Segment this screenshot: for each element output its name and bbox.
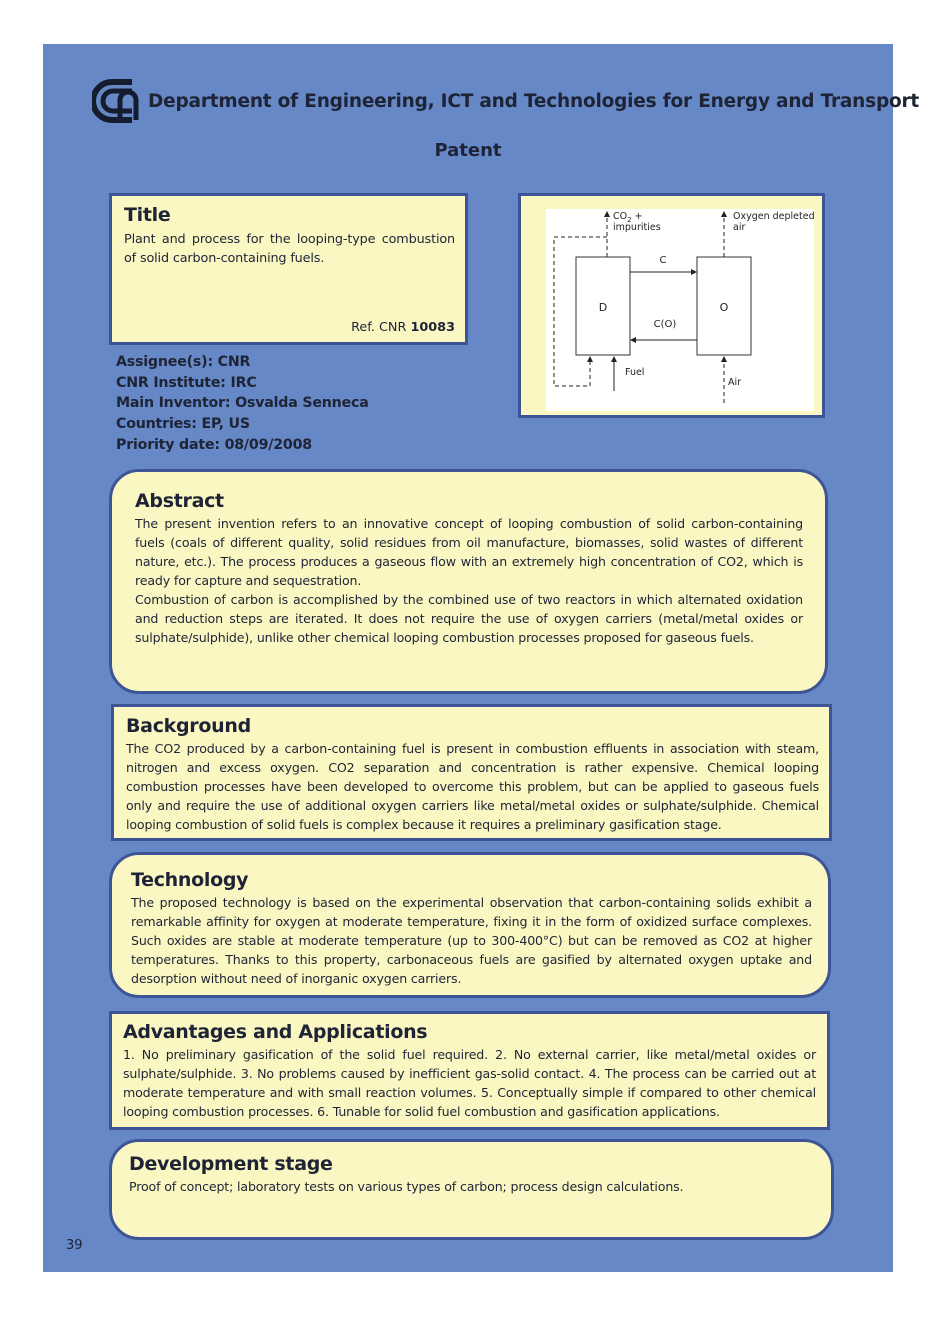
technology-text: The proposed technology is based on the experimental observation that carbon-containing solids exhibit a remarkable affinity for oxygen at moderate temperature, fixing it in the form of oxidized surface complexes. Such oxides are stable at moderate temperature (up to 300-400°C) but can be removed as CO2 at higher temperatures. Thanks to this property, carbonaceous fuels are gasified by alternated oxygen uptake and desorption without need of inorganic oxygen carriers.	[131, 895, 812, 986]
fuel-label: Fuel	[625, 367, 645, 378]
technology-heading: Technology	[131, 869, 249, 891]
oxygen-depleted-label: Oxygen depleted	[733, 211, 814, 222]
abstract-heading: Abstract	[135, 490, 224, 512]
department-title: Department of Engineering, ICT and Technologies for Energy and Transport	[148, 90, 920, 112]
process-diagram-svg	[546, 209, 814, 411]
reactor-o-label: O	[719, 301, 729, 314]
reactor-d-label: D	[598, 301, 608, 314]
carbon-label: C	[659, 255, 667, 266]
header	[92, 78, 919, 124]
technology-box	[109, 852, 831, 998]
priority-date: Priority date: 08/09/2008	[116, 436, 312, 453]
air-label: Air	[728, 377, 742, 388]
development-heading: Development stage	[129, 1153, 333, 1175]
cnr-institute: CNR Institute: IRC	[116, 374, 257, 391]
abstract-box	[109, 469, 828, 694]
ref-label: Ref. CNR	[351, 320, 407, 335]
cnr-logo-icon	[92, 78, 144, 124]
ref-number: 10083	[410, 320, 455, 335]
title-heading: Title	[124, 204, 171, 226]
reference	[351, 320, 455, 335]
advantages-heading: Advantages and Applications	[123, 1021, 428, 1043]
process-diagram-frame	[518, 193, 825, 418]
advantages-text: 1. No preliminary gasification of the solid fuel required. 2. No external carrier, like metal/metal oxides or sulphate/sulphide. 3. No problems caused by inefficient gas-solid contact. 4. The process can be carried out at moderate temperature and with small reaction volumes. 5. Conceptually simple if compared to other chemical looping combustion processes. 6. Tunable for solid fuel combustion and gasification applications.	[123, 1047, 816, 1119]
assignee: Assignee(s): CNR	[116, 354, 251, 370]
abstract-paragraph-1: The present invention refers to an innovative concept of looping combustion of solid carbon-containing fuels (coals of different quality, solid residues from oil manufacture, biomasses, solid wastes of different nature, etc.). The process produces a gaseous flow with an extremely high concentration of CO2, which is ready for capture and sequestration.	[135, 516, 803, 588]
abstract-paragraph-2: Combustion of carbon is accomplished by the combined use of two reactors in which alternated oxidation and reduction steps are iterated. It does not require the use of oxygen carriers (metal/metal oxides or sulphate/sulphide), unlike other chemical looping combustion processes proposed for gaseous fuels.	[135, 592, 803, 645]
title-text: Plant and process for the looping-type combustion of solid carbon-containing fuels.	[124, 232, 455, 266]
development-box	[109, 1139, 834, 1240]
advantages-box	[109, 1011, 830, 1130]
impurities-label: impurities	[613, 222, 661, 233]
document-type: Patent	[434, 140, 502, 161]
development-text: Proof of concept; laboratory tests on various types of carbon; process design calculations.	[129, 1179, 684, 1194]
co2-label: $CO_2$ +	[613, 211, 643, 224]
patent-info	[116, 352, 369, 456]
background-heading: Background	[126, 715, 251, 737]
oxidized-carbon-label: C(O)	[653, 319, 677, 330]
title-box	[109, 193, 468, 345]
oxygen-depleted-air-label: air	[733, 222, 746, 233]
background-text: The CO2 produced by a carbon-containing fuel is present in combustion effluents in association with steam, nitrogen and excess oxygen. CO2 separation and concentration is rather expensive. Chemical looping combustion processes have been developed to overcome this problem, but can be applied to gaseous fuels only and require the use of additional oxygen carriers like metal/metal oxides or sulphate/sulphide. Chemical looping combustion of solid fuels is complex because it requires a preliminary gasification stage.	[126, 741, 819, 832]
background-box	[111, 704, 832, 841]
countries: Countries: EP, US	[116, 416, 250, 433]
main-inventor: Main Inventor: Osvalda Senneca	[116, 395, 369, 412]
page-number: 39	[66, 1238, 83, 1253]
process-diagram	[546, 209, 814, 411]
